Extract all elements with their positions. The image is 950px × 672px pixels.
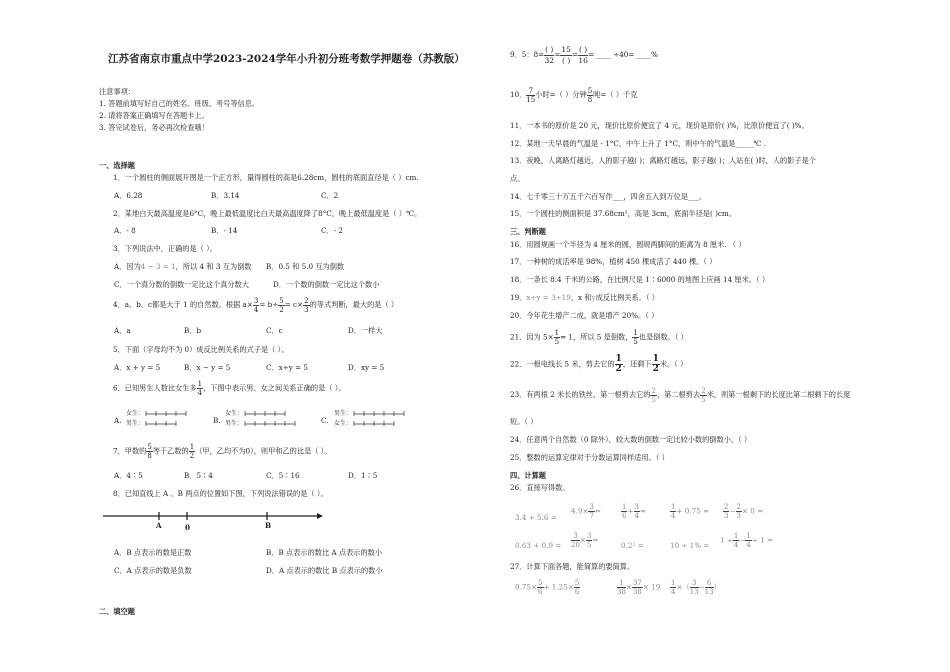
fraction: $\frac{5}{2}$	[279, 296, 284, 314]
diagram-label: 男生：	[225, 420, 244, 427]
fraction: $\frac{1}{2}$	[615, 354, 622, 374]
calc-item: $\frac{2}{3}$ − $\frac{2}{3}$ × 0 =	[724, 503, 764, 520]
option[interactable]: C．一个真分数的倒数一定比这个真分数大	[114, 280, 249, 289]
question-text: 5．下面（字母均不为 0）成反比例关系的式子是（ ）。	[113, 345, 289, 354]
diagram-label: 女生：	[126, 410, 145, 417]
calc-item: $\frac{3}{20}$ × $\frac{3}{5}$ =	[571, 532, 599, 549]
calc-item: 10 ÷ 1% =	[670, 541, 710, 550]
question-text: 26．直接写得数。	[510, 483, 570, 492]
question-text: 18．一条长 8.4 千米的公路，在比例尺是 1∶6000 的地图上应画 14 厘米。（ ）	[510, 275, 770, 284]
section-heading: 三、判断题	[510, 227, 546, 236]
option[interactable]: A．a	[114, 326, 131, 335]
question-text: 1．一个圆柱的侧面展开图是一个正方形，量得圆柱的高是6.28cm，圆柱的底面直径是（ ）cm.	[113, 173, 419, 182]
calc-item: 4.9× $\frac{3}{7}$ =	[571, 503, 601, 520]
fraction: $\frac{3}{4}$	[253, 296, 259, 314]
diagram-label: 女生：	[334, 420, 353, 427]
fraction: $\frac{1}{2}$	[652, 354, 659, 374]
question-text: 15．一个圆柱的侧面积是 37.68cm²，高是 3cm，底面半径是( )cm。	[510, 209, 736, 218]
fraction: $\frac{2}{3}$	[304, 296, 309, 314]
section-heading: 一、选择题	[99, 161, 135, 170]
calc-item: 3.4 + 5.6 =	[515, 513, 557, 522]
question-text: 4．a、b、c都是大于 1 的自然数。根据 a× $\frac{3}{4}$ = b÷ $\frac{5}{2}$ = c× $\frac{2}{3}$ 的等式判断，最大的是（ ）	[113, 296, 399, 314]
calc-item: $\frac{1}{4}$ ×（ $\frac{3}{13}$ − $\frac{6}{13}$ ）	[671, 579, 721, 596]
fraction: $\frac{1}{4}$	[197, 380, 203, 397]
calc-item: 1 ÷ $\frac{1}{4}$ − $\frac{1}{4}$ ÷ 1 =	[720, 532, 774, 549]
option[interactable]: C.	[321, 416, 329, 425]
fraction: ( ) 32	[544, 44, 555, 65]
fraction: $\frac{1}{5}$	[554, 329, 560, 346]
option[interactable]: B．B 点表示的数比 A 点表示的数小	[266, 548, 383, 557]
question-text: 25．整数的运算定律对于分数运算同样适用。（ ）	[510, 453, 669, 462]
question-text: 23．有两根 2 米长的铁丝，第一根剪去它的 $\frac{2}{5}$ ，第二根剪去 $\frac{2}{5}$ 米，则第一根剩下的长度比第二根剩下的长度	[510, 386, 851, 404]
fraction: $\frac{2}{5}$	[651, 386, 656, 404]
question-text: 6．已知男生人数比女生多 $\frac{1}{4}$ ，下图中表示男、女之间关系正确的是（ ）。	[113, 380, 346, 397]
option[interactable]: A．x + y = 5	[114, 363, 161, 372]
question-text: 8．已知直线上 A 、B 两点的位置如下图，下列说法错误的是（ ）。	[113, 489, 328, 498]
note-item: 2. 请将答案正确填写在答题卡上。	[99, 111, 209, 120]
option[interactable]: C．2	[321, 191, 339, 200]
question-text: 点。	[510, 174, 525, 183]
question-text: 22．一根电线长 5 米，剪去它的 $\frac{1}{2}$ ，还剩下 $\frac{1}{2}$ 米。（ ）	[510, 354, 688, 374]
ratio-diagram-c	[354, 410, 414, 430]
question-text: 13．夜晚，人离路灯越近，人的影子越( )；离路灯越远，影子越( )；人站在( )时，人的影子是个	[510, 156, 816, 165]
fraction: 15 ( )	[561, 44, 571, 65]
fraction: $\frac{1}{5}$	[633, 329, 638, 346]
calc-item: $\frac{1}{38}$ × $\frac{37}{38}$ × 19	[617, 579, 661, 596]
notes-heading: 注意事项：	[99, 87, 135, 96]
question-text: 17．一种树的成活率是 98%，植树 450 棵成活了 440 棵。（ ）	[510, 257, 717, 266]
option[interactable]: D．xy = 5	[348, 363, 385, 372]
fraction: $\frac{7}{15}$	[526, 86, 536, 104]
fraction: $\frac{5}{8}$	[147, 443, 152, 460]
calc-item: $\frac{1}{4}$ + 0.75 =	[671, 503, 710, 520]
point-label-a: A	[156, 521, 162, 530]
question-text: 7．甲数的 $\frac{5}{8}$ 等于乙数的 $\frac{1}{2}$ （甲，乙均不为0），则甲和乙的比是（ ）。	[113, 443, 332, 460]
ratio-diagram-a	[146, 410, 206, 430]
option[interactable]: B．x − y = 5	[184, 363, 231, 372]
question-text: 3．下列说法中，正确的是（ ）。	[113, 244, 217, 253]
question-text: 9．5：8= ( ) 32 = 15 ( ) = ( ) 16 = ____ ÷40= ____%	[510, 44, 658, 65]
question-text: 27．计算下面各题，能简算的要简算。	[510, 562, 635, 571]
calc-item: 0.2² =	[621, 541, 644, 550]
question-text: 短。（ ）	[510, 417, 538, 426]
calc-item: $\frac{1}{6}$ + $\frac{3}{4}$ =	[622, 503, 646, 520]
calc-item: 0.63 + 0.9 =	[515, 541, 562, 550]
option[interactable]: B．3.14	[211, 191, 240, 200]
option[interactable]: B.	[213, 416, 221, 425]
diagram-label: 女生：	[225, 410, 244, 417]
option[interactable]: B．- 14	[211, 226, 238, 235]
origin-label: 0	[185, 523, 191, 532]
option[interactable]: D．一个数的倒数一定比这个数小	[273, 280, 380, 289]
question-text: 20．今年花生增产二成，就是增产 20%。（ ）	[510, 311, 659, 320]
option[interactable]: B．5∶4	[184, 471, 213, 480]
question-text: 16．用圆规画一个半径为 4 厘米的圆，圆规两脚间的距离为 8 厘米. （ ）	[510, 240, 746, 249]
question-text: 24．任意两个自然数（0 除外），较大数的倒数一定比较小数的倒数小。（ ）	[510, 435, 752, 444]
option[interactable]: A．4∶5	[114, 471, 143, 480]
note-item: 3. 答完试卷后，务必再次检查哦！	[99, 123, 209, 132]
fraction: ( ) 16	[578, 44, 588, 65]
fraction: $\frac{5}{8}$	[587, 86, 593, 104]
fraction: $\frac{2}{5}$	[701, 386, 706, 404]
question-text: 11．一本书的原价是 20 元，现价比原价便宜了 4 元，现价是原价( )%，比原价便宜了( )%。	[510, 121, 809, 130]
page-title: 江苏省南京市重点中学2023-2024学年小升初分班考数学押题卷（苏教版）	[108, 53, 465, 65]
question-text: 14．七千零三十万五千六百写作___，四舍五入到万位是___。	[510, 192, 707, 201]
option[interactable]: C．A 点表示的数是负数	[114, 566, 192, 575]
fraction: $\frac{1}{2}$	[189, 443, 195, 460]
option[interactable]: C．c	[266, 326, 283, 335]
option[interactable]: D．1∶5	[348, 471, 378, 480]
option[interactable]: D．一样大	[348, 326, 383, 335]
note-item: 1. 答题前填写好自己的姓名、班级、考号等信息。	[99, 99, 260, 108]
option[interactable]: C．5∶16	[266, 471, 300, 480]
question-text: 10． $\frac{7}{15}$ 小时=（ ）分钟 $\frac{5}{8}$ 吨=（ ）千克	[510, 86, 638, 104]
diagram-label: 男生：	[126, 420, 145, 427]
section-heading: 四、计算题	[510, 471, 546, 480]
calc-item: 0.75× $\frac{5}{6}$ + 1.25× $\frac{5}{6}$	[515, 579, 580, 596]
option[interactable]: A．B 点表示的数是正数	[114, 548, 192, 557]
option[interactable]: C．x÷y = 5	[266, 363, 308, 372]
option[interactable]: A．6.28	[114, 191, 143, 200]
number-line	[103, 510, 323, 534]
option[interactable]: A．- 8	[114, 226, 136, 235]
option[interactable]: A.	[114, 416, 122, 425]
option[interactable]: A．因为4 − 3 = 1，所以 4 和 3 互为倒数	[114, 262, 252, 271]
option[interactable]: B．0.5 和 5.0 互为倒数	[266, 262, 345, 271]
option[interactable]: B．b	[184, 326, 202, 335]
diagram-label: 男生：	[334, 410, 353, 417]
question-text: 21．因为 5× $\frac{1}{5}$ = 1，所以 5 是倒数， $\frac{1}{5}$ 也是倒数。（ ）	[510, 329, 688, 346]
option[interactable]: D．A 点表示的数比 B 点表示的数小	[266, 566, 383, 575]
section-heading: 二、填空题	[99, 607, 135, 616]
point-label-b: B	[265, 521, 272, 530]
question-text: 12．某地一天早晨的气温是 - 1°C，中午上升了 1°C，则中午的气温是_____℃ .	[510, 139, 767, 148]
option[interactable]: C．- 2	[321, 226, 343, 235]
question-text: 2．某地白天最高温度是6°C，晚上最低温度比白天最高温度降了8°C，晚上最低温度是（ ）℃。	[113, 209, 422, 218]
ratio-diagram-b	[245, 410, 305, 430]
question-text: 19．x÷y = 3÷19，x 和y成反比例关系。（ ）	[510, 293, 659, 302]
